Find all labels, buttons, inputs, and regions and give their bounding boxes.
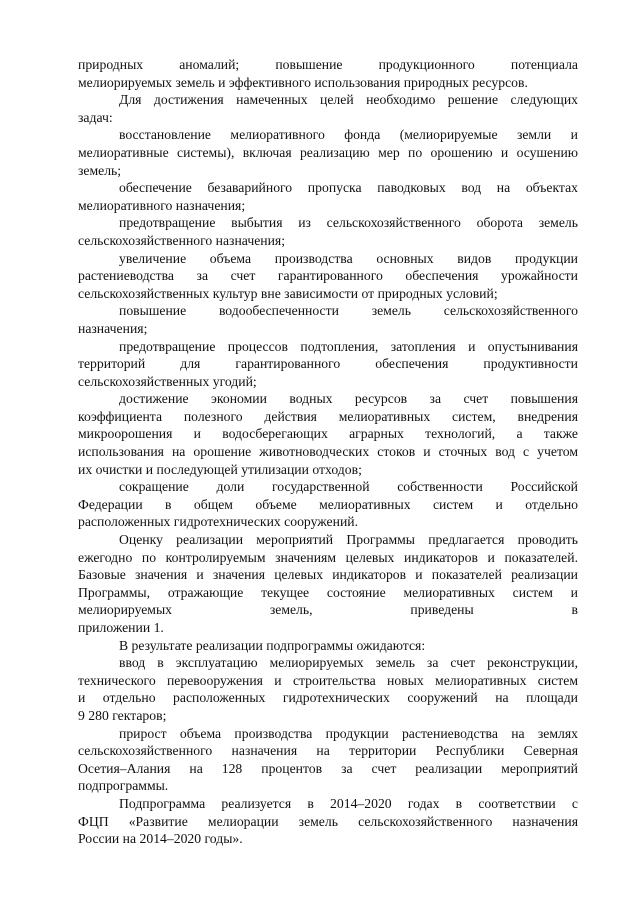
paragraph-line: повышение водообеспеченности земель сельскохозяйственного — [119, 303, 578, 319]
paragraph-line: сельскохозяйственного назначения; — [78, 232, 286, 248]
paragraph-line: и отдельно расположенных гидротехнических сооружений на площади — [78, 690, 578, 706]
paragraph-line: мелиорируемых земель и эффективного использования природных ресурсов. — [78, 74, 528, 90]
paragraph-line: использования на орошение животноводческих стоков и сточных вод с учетом — [78, 444, 578, 460]
paragraph-line: Осетия–Алания на 128 процентов за счет реализации мероприятий — [78, 760, 578, 776]
paragraph-line: Для достижения намеченных целей необходимо решение следующих — [119, 92, 578, 108]
paragraph-line: увеличение объема производства основных видов продукции — [119, 250, 578, 266]
paragraph-line: Программы, отражающие текущее состояние мелиоративных систем и — [78, 584, 578, 600]
paragraph-line: Подпрограмма реализуется в 2014–2020 годах в соответствии с — [119, 795, 578, 811]
paragraph-line: предотвращение процессов подтопления, затопления и опустынивания — [119, 338, 578, 354]
paragraph-line: технического перевооружения и строительства новых мелиоративных систем — [78, 672, 578, 688]
paragraph-line: 9 280 гектаров; — [78, 707, 167, 723]
paragraph-line: территорий для гарантированного обеспечения продуктивности — [78, 356, 578, 372]
paragraph-line: обеспечение безаварийного пропуска паводковых вод на объектах — [119, 180, 578, 196]
paragraph-line: сельскохозяйственного назначения на территории Республики Северная — [78, 743, 578, 759]
document-page — [78, 56, 578, 848]
paragraph-line: микроорошения и водосберегающих аграрных технологий, а также — [78, 426, 578, 442]
paragraph-line: сельскохозяйственных культур вне зависимости от природных условий; — [78, 285, 498, 301]
paragraph-line: России на 2014–2020 годы». — [78, 831, 243, 847]
paragraph-line: достижение экономии водных ресурсов за счет повышения — [119, 391, 578, 407]
paragraph-line: растениеводства за счет гарантированного обеспечения урожайности — [78, 268, 578, 284]
paragraph-line: сокращение доли государственной собственности Российской — [119, 479, 578, 495]
paragraph-line: природных аномалий; повышение продукционного потенциала — [78, 57, 578, 72]
paragraph-line: задач: — [78, 109, 113, 125]
paragraph-line: прирост объема производства продукции растениеводства на землях — [119, 725, 578, 741]
paragraph-line: Базовые значения и значения целевых индикаторов и показателей реализации — [78, 567, 578, 583]
paragraph-line: земель; — [78, 162, 122, 178]
paragraph-line: ФЦП «Развитие мелиорации земель сельскохозяйственного назначения — [78, 813, 578, 829]
paragraph-line: восстановление мелиоративного фонда (мелиорируемые земли и — [119, 127, 578, 143]
paragraph-line: коэффициента полезного действия мелиоративных систем, внедрения — [78, 408, 578, 424]
paragraph-line: мелиорируемых земель, приведены в — [78, 602, 578, 618]
paragraph-line: назначения; — [78, 320, 148, 336]
paragraph-line: мелиоративные системы), включая реализацию мер по орошению и осушению — [78, 144, 578, 160]
paragraph-line: расположенных гидротехнических сооружений. — [78, 514, 359, 530]
paragraph-line: Оценку реализации мероприятий Программы предлагается проводить — [119, 532, 578, 548]
paragraph-line: подпрограммы. — [78, 778, 169, 794]
paragraph-line: сельскохозяйственных угодий; — [78, 373, 257, 389]
paragraph-line: приложении 1. — [78, 620, 164, 635]
paragraph-line: предотвращение выбытия из сельскохозяйственного оборота земель — [119, 215, 578, 231]
paragraph-line: их очистки и последующей утилизации отходов; — [78, 461, 362, 477]
paragraph-line: ежегодно по контролируемым значениям целевых индикаторов и показателей. — [78, 549, 578, 565]
paragraph-line: мелиоративного назначения; — [78, 197, 246, 213]
paragraph-line: ввод в эксплуатацию мелиорируемых земель за счет реконструкции, — [119, 655, 578, 671]
paragraph-line: Федерации в общем объеме мелиоративных систем и отдельно — [78, 496, 578, 512]
paragraph-line: В результате реализации подпрограммы ожидаются: — [119, 637, 426, 653]
